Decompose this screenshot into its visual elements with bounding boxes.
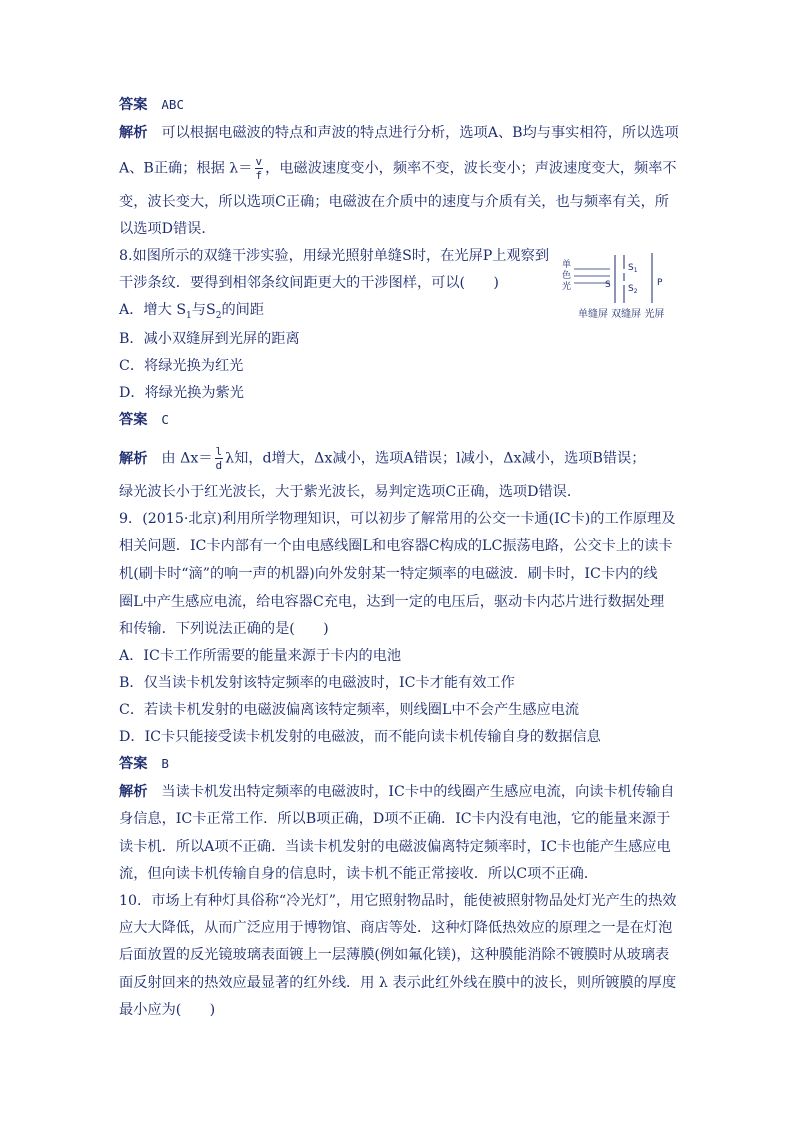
q9-analysis-line-3 [119, 837, 671, 857]
question-text: 相关问题．IC卡内部有一个由电感线圈L和电容器C构成的LC振荡电路，公交卡上的读卡 [119, 538, 673, 554]
q8-answer-line [119, 410, 169, 430]
analysis-text: 当读卡机发出特定频率的电磁波时，IC卡中的线圈产生感应电流，向读卡机传输自 [161, 784, 675, 800]
slit-s2-label: $S_2$ [628, 284, 638, 295]
analysis-text: A、B正确；根据 λ＝ [119, 160, 253, 177]
question-text: 应大大降低，从而广泛应用于博物馆、商店等处．这种灯降低热效应的原理之一是在灯泡 [119, 920, 673, 936]
q8-option-d [119, 383, 244, 403]
question-text: 干涉条纹．要得到相邻条纹间距更大的干涉图样，可以( ) [119, 275, 499, 291]
screen-p-label: P [657, 278, 663, 288]
subscript: 2 [215, 310, 222, 321]
fraction-l-over-d [215, 446, 224, 471]
q9-option-c [119, 700, 579, 720]
q9-stem-line-2 [119, 536, 673, 556]
answer-label: 答案 [119, 412, 148, 428]
q8-stem-line-2 [119, 273, 499, 293]
analysis-text: 以选项D错误． [119, 221, 216, 237]
answer-label: 答案 [119, 756, 148, 772]
option-text: B．仅当读卡机发射该特定频率的电磁波时，IC卡才能有效工作 [119, 675, 515, 691]
q7-analysis-line-1 [119, 123, 679, 143]
answer-label: 答案 [119, 97, 148, 113]
analysis-text: 变，波长变大，所以选项C正确；电磁波在介质中的速度与介质有关，也与频率有关，所 [119, 194, 669, 210]
question-text: 9．(2015·北京)利用所学物理知识，可以初步了解常用的公交一卡通(IC卡)的工作原理及 [119, 511, 676, 527]
light-label: 光 [562, 282, 572, 292]
q8-analysis-line-1 [119, 446, 645, 471]
q7-analysis-line-2 [119, 156, 677, 181]
q9-analysis-line-1 [119, 782, 674, 802]
question-text: 和传输．下列说法正确的是( ) [119, 621, 329, 637]
q10-stem-line-1 [119, 891, 677, 911]
question-text: 后面放置的反光镜玻璃表面镀上一层薄膜(例如氟化镁)，这种膜能消除不镀膜时从玻璃表 [119, 947, 670, 963]
q7-answer-line [119, 95, 184, 115]
q10-stem-line-3 [119, 945, 669, 965]
fraction-v-over-f [255, 156, 264, 181]
analysis-text: 读卡机．所以A项不正确．当读卡机发射的电磁波偏离特定频率时，IC卡也能产生感应电 [119, 839, 671, 855]
analysis-label: 解析 [119, 450, 148, 467]
analysis-text: ，电磁波速度变小，频率不变，波长变小；声波速度变大，频率不 [265, 160, 677, 177]
q8-analysis-line-2 [119, 482, 581, 502]
analysis-text: λ知，d增大，Δx减小，选项A错误；l减小，Δx减小，选项B错误； [225, 450, 646, 467]
fraction-denominator: f [255, 169, 263, 182]
question-text: 机(刷卡时“滴”的响一声的机器)向外发射某一特定频率的电磁波．刷卡时，IC卡内的线 [119, 566, 658, 582]
analysis-label: 解析 [119, 784, 148, 800]
option-text: D．IC卡只能接受读卡机发射的电磁波，而不能向读卡机传输自身的数据信息 [119, 729, 601, 745]
q9-stem-line-3 [119, 564, 658, 584]
analysis-text: 可以根据电磁波的特点和声波的特点进行分析，选项A、B均与事实相符，所以选项 [161, 125, 679, 141]
light-label: 色 [562, 271, 572, 281]
q9-stem-line-4 [119, 592, 664, 612]
option-text: 与S [191, 302, 216, 318]
fraction-denominator: d [215, 459, 223, 472]
option-text: D．将绿光换为紫光 [119, 385, 244, 401]
answer-value: B [161, 756, 169, 771]
light-label: 单 [562, 260, 572, 270]
analysis-label: 解析 [119, 125, 148, 141]
q9-analysis-line-2 [119, 809, 670, 829]
analysis-text: 由 Δx＝ [161, 450, 213, 467]
q9-option-a [119, 646, 401, 666]
q10-stem-line-2 [119, 918, 672, 938]
answer-value: C [161, 412, 169, 427]
q9-option-d [119, 727, 601, 747]
analysis-text: 绿光波长小于红光波长，大于紫光波长，易判定选项C正确，选项D错误． [119, 484, 582, 500]
option-text: 的间距 [221, 302, 265, 318]
option-text: B．减小双缝屏到光屏的距离 [119, 331, 300, 347]
fraction-numerator: v [255, 155, 263, 168]
analysis-text: 身信息，IC卡正常工作．所以B项正确，D项不正确．IC卡内没有电池，它的能量来源于 [119, 811, 671, 827]
q7-analysis-line-3 [119, 192, 669, 212]
q7-analysis-line-4 [119, 219, 216, 239]
option-text: C．若读卡机发射的电磁波偏离该特定频率，则线圈L中不会产生感应电流 [119, 702, 580, 718]
diagram-caption: 单缝屏 双缝屏 光屏 [578, 309, 665, 320]
question-text: 最小应为( ) [119, 1002, 216, 1018]
slit-s-label: S [605, 280, 611, 290]
slit-s1-label: $S_1$ [628, 263, 638, 274]
q9-stem-line-1 [119, 509, 675, 529]
fraction-numerator: l [215, 445, 223, 458]
q8-option-b [119, 329, 300, 349]
question-text: 10．市场上有种灯具俗称“冷光灯”，用它照射物品时，能使被照射物品处灯光产生的热效 [119, 893, 677, 909]
subscript: 1 [186, 310, 192, 321]
option-text: A．增大 S [119, 302, 187, 318]
question-text: 面反射回来的热效应最显著的红外线．用 λ 表示此红外线在膜中的波长，则所镀膜的厚度 [119, 975, 677, 991]
option-text: A．IC卡工作所需要的能量来源于卡内的电池 [119, 648, 402, 664]
q9-answer-line [119, 754, 169, 774]
q9-analysis-line-4 [119, 864, 598, 884]
question-text: 圈L中产生感应电流，给电容器C充电，达到一定的电压后，驱动卡内芯片进行数据处理 [119, 594, 665, 610]
question-text: 8.如图所示的双缝干涉实验，用绿光照射单缝S时，在光屏P上观察到 [119, 248, 550, 264]
q8-stem-line-1 [119, 246, 549, 266]
q9-stem-line-5 [119, 619, 329, 639]
q10-stem-line-4 [119, 973, 676, 993]
option-text: C．将绿光换为红光 [119, 358, 244, 374]
analysis-text: 流，但向读卡机传输自身的信息时，读卡机不能正常接收．所以C项不正确． [119, 866, 599, 882]
q8-option-c [119, 356, 243, 376]
q10-stem-line-5 [119, 1000, 215, 1020]
q9-option-b [119, 673, 515, 693]
q8-option-a [119, 300, 264, 326]
answer-value: ABC [161, 97, 184, 112]
